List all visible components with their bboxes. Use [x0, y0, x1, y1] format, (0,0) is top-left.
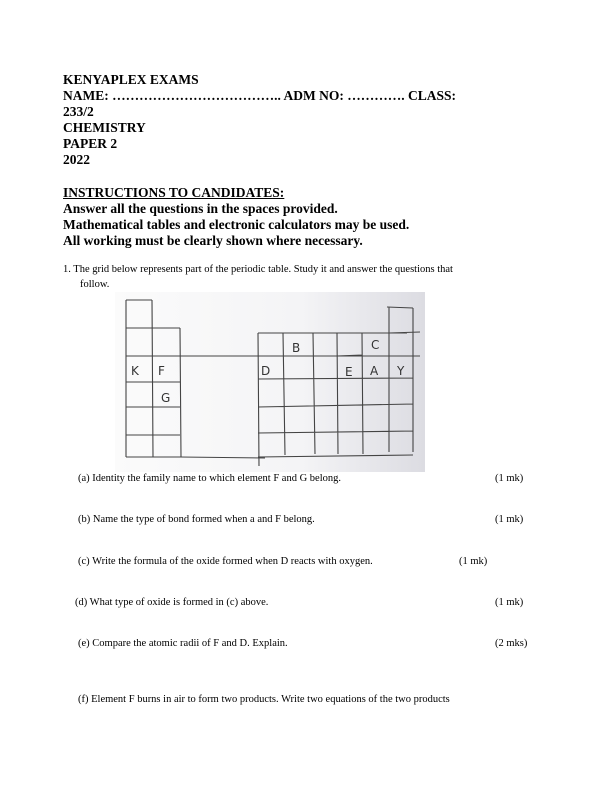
name-adm-class-line: NAME: ……………………………….. ADM NO: …………. CLASS: [63, 88, 456, 103]
grid-label-a: A [370, 364, 379, 378]
grid-label-e: E [345, 365, 353, 379]
marks-e: (2 mks) [495, 638, 528, 649]
grid-label-g: G [161, 391, 171, 405]
question-stem: 1. The grid below represents part of the periodic table. Study it and answer the questions that [63, 264, 453, 275]
instructions-title: INSTRUCTIONS TO CANDIDATES: [63, 185, 285, 200]
grid-label-d: D [261, 364, 271, 378]
grid-label-c: C [371, 338, 380, 352]
question-part-a: (a) Identity the family name to which element F and G belong. [78, 473, 342, 484]
grid-label-f: F [158, 364, 165, 378]
question-part-b: (b) Name the type of bond formed when a and F belong. [78, 514, 315, 525]
periodic-table-grid-photo [115, 292, 425, 472]
marks-c: (1 mk) [459, 556, 488, 567]
question-stem-cont: follow. [80, 279, 110, 290]
question-part-f: (f) Element F burns in air to form two products. Write two equations of the two products [78, 694, 450, 705]
instruction-item: Mathematical tables and electronic calculators may be used. [63, 217, 410, 232]
marks-a: (1 mk) [495, 473, 524, 484]
grid-label-y: Y [397, 364, 405, 378]
grid-label-b: B [292, 341, 301, 355]
subject: CHEMISTRY [63, 120, 146, 135]
grid-label-k: K [131, 364, 139, 378]
year: 2022 [63, 152, 90, 167]
instruction-item: Answer all the questions in the spaces provided. [63, 201, 338, 216]
question-part-c: (c) Write the formula of the oxide formed when D reacts with oxygen. [78, 556, 373, 567]
instruction-item: All working must be clearly shown where necessary. [63, 233, 363, 248]
question-part-d: (d) What type of oxide is formed in (c) above. [75, 597, 269, 608]
institution-name: KENYAPLEX EXAMS [63, 72, 199, 87]
grid-drawing [115, 292, 425, 472]
marks-d: (1 mk) [495, 597, 524, 608]
question-part-e: (e) Compare the atomic radii of F and D. Explain. [78, 638, 288, 649]
paper-code: 233/2 [63, 104, 94, 119]
marks-b: (1 mk) [495, 514, 524, 525]
paper-number: PAPER 2 [63, 136, 118, 151]
